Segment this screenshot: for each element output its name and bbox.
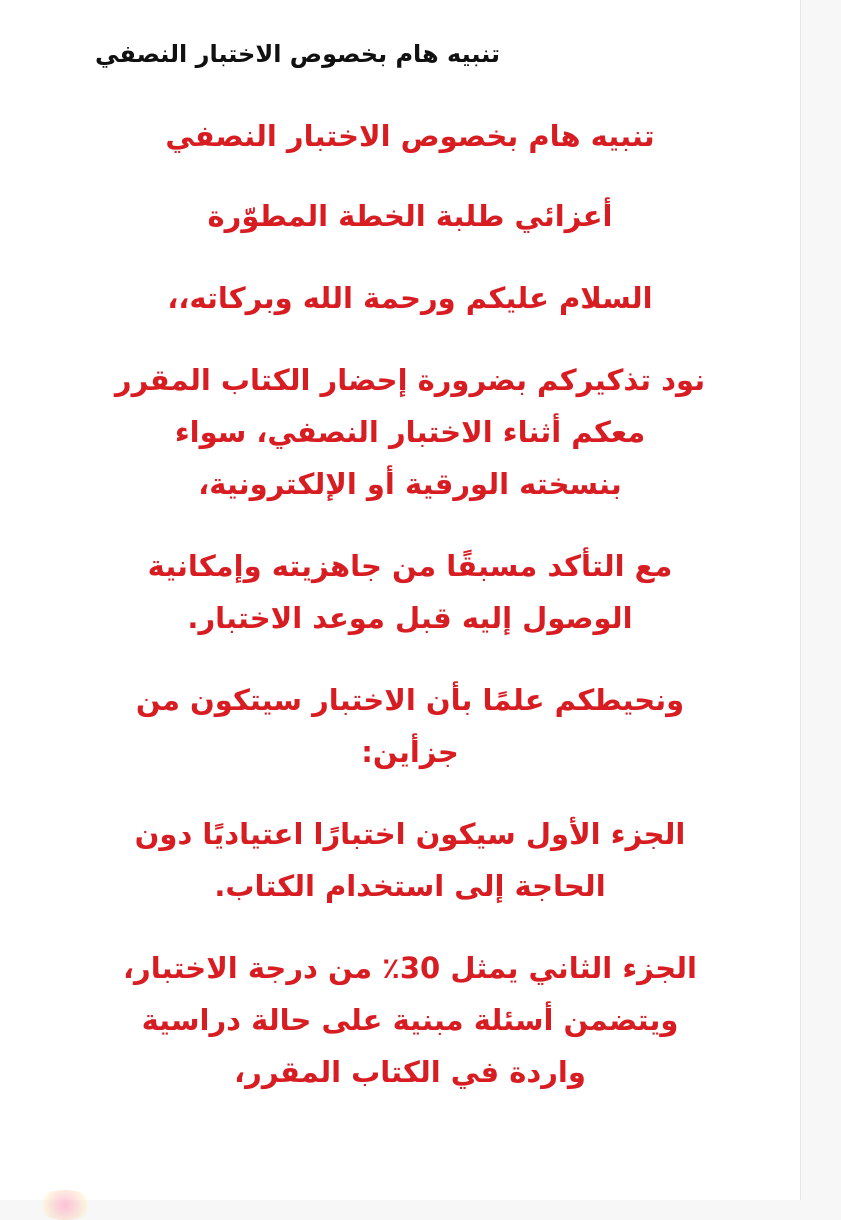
text-line: الجزء الثاني يمثل 30٪ من درجة الاختبار، [123, 951, 697, 985]
paragraph-readiness [80, 540, 740, 644]
paragraph-exam-parts [80, 674, 740, 778]
announcement-title: تنبيه هام بخصوص الاختبار النصفي [165, 119, 655, 153]
text-line: جزأين: [361, 735, 459, 769]
salutation: السلام عليكم ورحمة الله وبركاته،، [167, 281, 653, 315]
text-line: ونحيطكم علمًا بأن الاختبار سيتكون من [135, 683, 685, 717]
text-line: الوصول إليه قبل موعد الاختبار. [187, 601, 633, 635]
text-line: معكم أثناء الاختبار النصفي، سواء [174, 415, 646, 449]
text-line: واردة في الكتاب المقرر، [234, 1055, 586, 1089]
paragraph-part-one [80, 808, 740, 912]
paragraph-reminder [80, 354, 740, 510]
greeting: أعزائي طلبة الخطة المطوّرة [207, 199, 613, 233]
text-line: بنسخته الورقية أو الإلكترونية، [198, 467, 622, 501]
text-line: نود تذكيركم بضرورة إحضار الكتاب المقرر [114, 363, 706, 397]
decorative-spot [35, 1190, 95, 1220]
text-line: ويتضمن أسئلة مبنية على حالة دراسية [141, 1003, 679, 1037]
paragraph-part-two [80, 942, 740, 1098]
announcement-body [80, 110, 740, 1128]
text-line: مع التأكد مسبقًا من جاهزيته وإمكانية [147, 549, 673, 583]
page-title: تنبيه هام بخصوص الاختبار النصفي [95, 40, 500, 68]
text-line: الحاجة إلى استخدام الكتاب. [214, 869, 606, 903]
text-line: الجزء الأول سيكون اختبارًا اعتياديًا دون [134, 817, 686, 851]
